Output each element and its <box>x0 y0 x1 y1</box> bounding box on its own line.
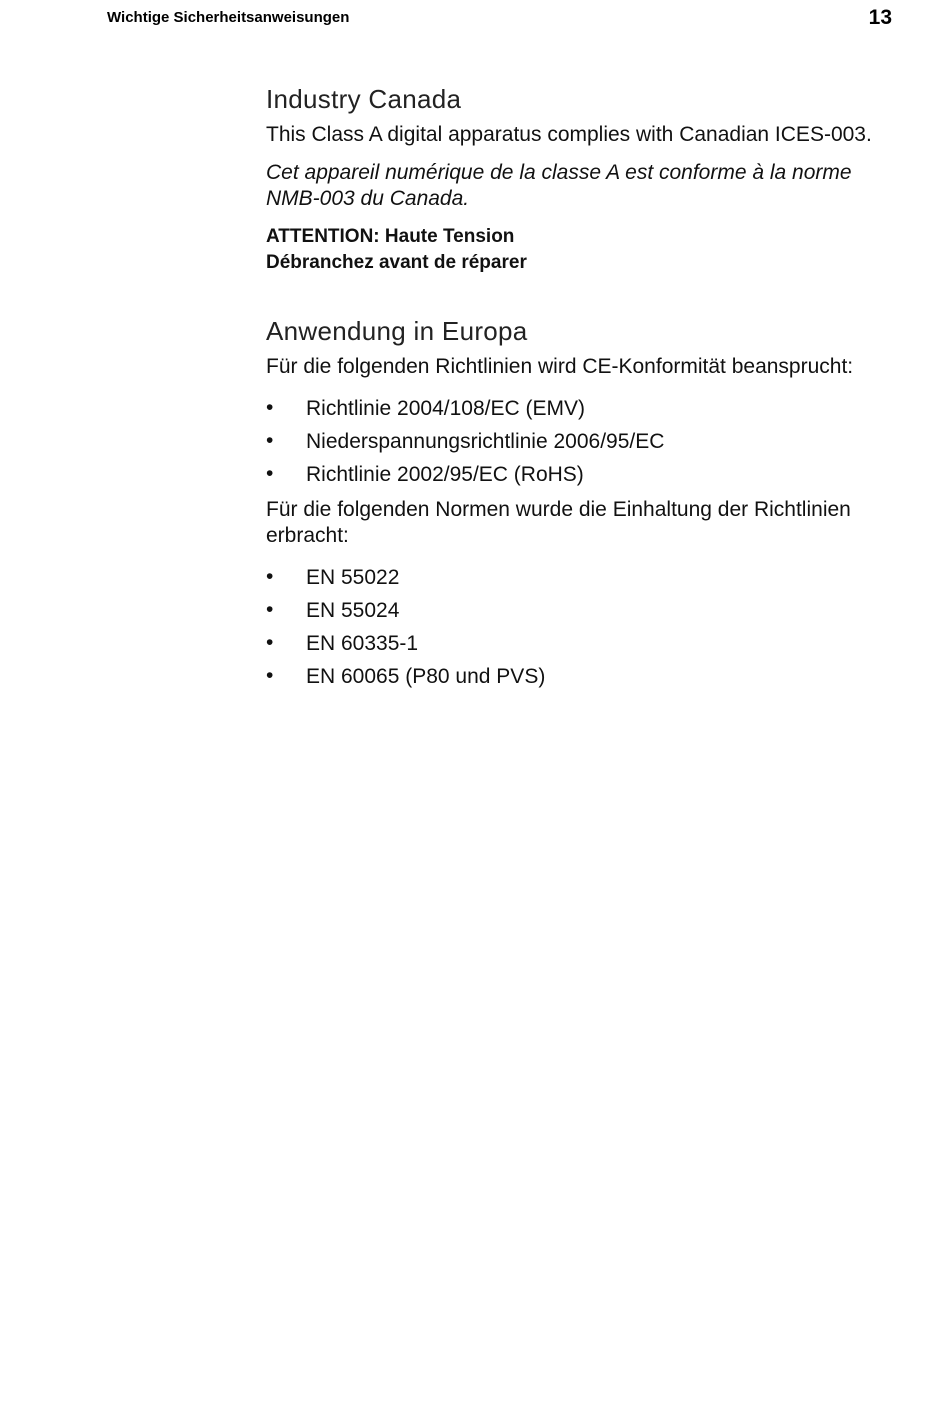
europe-heading: Anwendung in Europa <box>266 316 528 346</box>
list-item <box>266 425 886 458</box>
industry-canada-text-fr: Cet appareil numérique de la classe A est conforme à la norme NMB-003 du Canada. <box>266 161 852 210</box>
warning-line-2: Débranchez avant de réparer <box>266 252 527 273</box>
list-item <box>266 627 886 660</box>
directive-text: Niederspannungsrichtlinie 2006/95/EC <box>306 430 665 453</box>
bullet-icon: • <box>266 429 274 452</box>
europe-section <box>266 314 886 693</box>
page-number: 13 <box>868 6 892 29</box>
bullet-icon: • <box>266 396 274 419</box>
list-item <box>266 458 886 491</box>
standards-intro: Für die folgenden Normen wurde die Einhaltung der Richtlinien erbracht: <box>266 498 851 547</box>
standard-text: EN 60335-1 <box>306 632 419 655</box>
bullet-icon: • <box>266 631 274 654</box>
list-item <box>266 660 886 693</box>
warning-line-1: ATTENTION: Haute Tension <box>266 226 515 247</box>
industry-canada-text-en: This Class A digital apparatus complies with Canadian ICES-003. <box>266 123 872 146</box>
bullet-icon: • <box>266 565 274 588</box>
bullet-icon: • <box>266 462 274 485</box>
standard-text: EN 55024 <box>306 599 400 622</box>
directive-text: Richtlinie 2004/108/EC (EMV) <box>306 397 585 420</box>
europe-intro: Für die folgenden Richtlinien wird CE-Konformität beansprucht: <box>266 355 854 378</box>
high-voltage-warning <box>266 224 886 276</box>
standard-text: EN 55022 <box>306 566 400 589</box>
industry-canada-section <box>266 82 886 276</box>
standard-text: EN 60065 (P80 und PVS) <box>306 665 546 688</box>
running-title: Wichtige Sicherheitsanweisungen <box>107 9 350 26</box>
page-content <box>266 82 886 699</box>
list-item <box>266 594 886 627</box>
standards-list <box>266 561 886 693</box>
directive-text: Richtlinie 2002/95/EC (RoHS) <box>306 463 584 486</box>
bullet-icon: • <box>266 664 274 687</box>
bullet-icon: • <box>266 598 274 621</box>
page-header <box>107 6 892 32</box>
list-item <box>266 392 886 425</box>
list-item <box>266 561 886 594</box>
industry-canada-heading: Industry Canada <box>266 84 462 114</box>
directives-list <box>266 392 886 491</box>
